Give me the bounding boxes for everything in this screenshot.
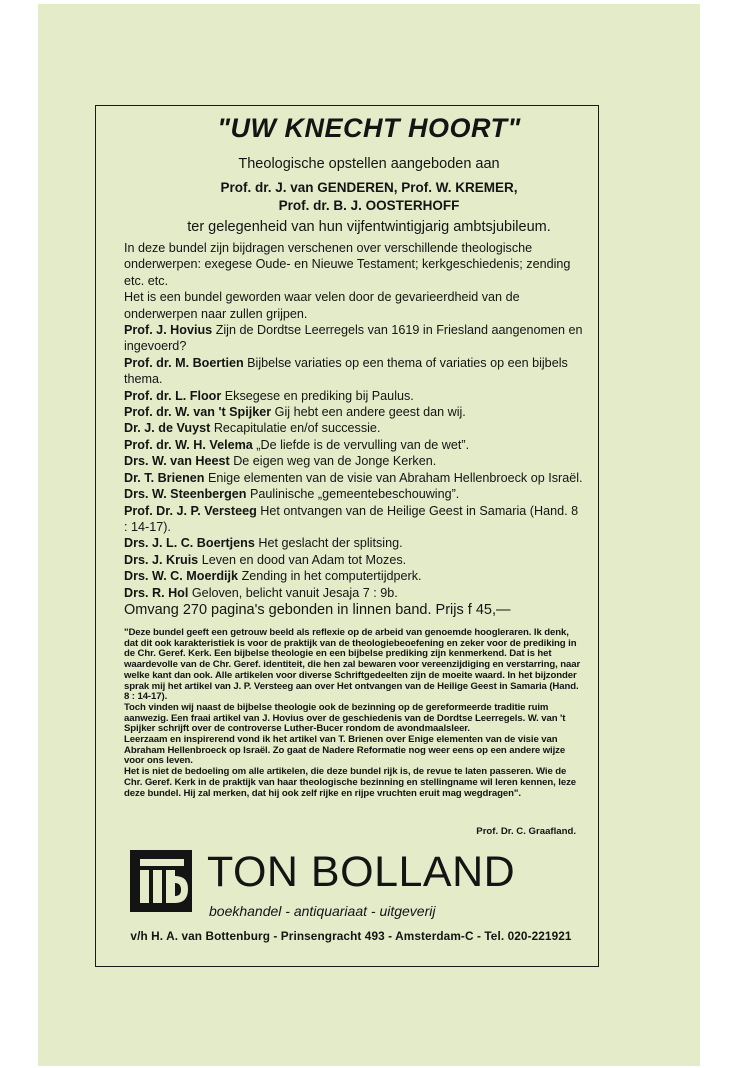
publisher-address: v/h H. A. van Bottenburg - Prinsengracht 493 - Amsterdam-C - Tel. 020-221921 bbox=[130, 929, 572, 943]
review-paragraph: "Deze bundel geeft een getrouw beeld als reflexie op de arbeid van genoemde hoogleraren. Ik denk, dat dit ook karakteristiek is voor de praktijk van de theologiebeoefening en zeker voor de prediking in de Chr. Geref. Kerk. Een bijbelse theologie en een bijbelse prediking zijn kenmerkend. Dat is het waardevolle van de Chr. Geref. identiteit, die hen zal bewaren voor vereenzijdiging en verstarring, naar welke kant dan ook. Alle artikelen voor diverse Schriftgedeelten zijn de moeite waard. In het bijzonder sprak mij het artikel van J. P. Versteeg aan over Het ontvangen van de Heilige Geest in Samaria (Hand. 8 : 14-17). bbox=[124, 627, 581, 703]
contribution-item bbox=[124, 585, 584, 601]
review-paragraph: Toch vinden wij naast de bijbelse theologie ook de bezinning op de gereformeerde traditie ruim aanwezig. Een fraai artikel van J. Hovius over de geschiedenis van de Dordtse Leerregels. W. van 't Spijker schrijft over de controverse Luther-Bucer rondom de avondmaalsleer. bbox=[124, 701, 566, 735]
reviewer-signature: Prof. Dr. C. Graafland. bbox=[476, 826, 576, 837]
size-price: Omvang 270 pagina's gebonden in linnen band. Prijs f 45,— bbox=[124, 602, 511, 618]
review-paragraph: Het is niet de bedoeling om alle artikelen, die deze bundel rijk is, de revue te laten passeren. Wie de Chr. Geref. Kerk in de praktijk van haar theologische bezinning en stellingname wil leren kennen, leze deze bundel. Hij zal merken, dat hij ook zelf rijke en rijpe vruchten eruit mag wegdragen". bbox=[124, 766, 577, 799]
publisher-name: TON BOLLAND bbox=[207, 848, 516, 896]
contribution-item bbox=[124, 552, 584, 568]
contribution-author: Drs. J. L. C. Boertjens bbox=[124, 536, 255, 551]
contribution-author: Prof. dr. L. Floor bbox=[124, 388, 222, 403]
contribution-author: Dr. J. de Vuyst bbox=[124, 421, 211, 436]
contribution-title: Eksegese en prediking bij Paulus. bbox=[224, 388, 414, 403]
description bbox=[124, 240, 584, 601]
contribution-author: Drs. J. Kruis bbox=[124, 552, 199, 567]
publisher-tagline: boekhandel - antiquariaat - uitgeverij bbox=[209, 903, 436, 919]
intro-paragraph: In deze bundel zijn bijdragen verschenen over verschillende theologische onderwerpen: exegese Oude- en Nieuwe Testament; kerkgeschiedenis; zending etc. etc. bbox=[124, 241, 571, 288]
contribution-title: Gij hebt een andere geest dan wij. bbox=[274, 405, 466, 420]
honorees-line-2: Prof. dr. B. J. OOSTERHOFF bbox=[278, 198, 460, 213]
contribution-title: Bijbelse variaties op een thema of variaties op een bijbels thema. bbox=[124, 355, 568, 387]
contribution-author: Prof. J. Hovius bbox=[124, 323, 213, 338]
contribution-list bbox=[124, 322, 584, 601]
contribution-item bbox=[124, 568, 584, 584]
contribution-title: De eigen weg van de Jonge Kerken. bbox=[233, 454, 437, 469]
contribution-author: Prof. Dr. J. P. Versteeg bbox=[124, 503, 257, 518]
contribution-item bbox=[124, 355, 584, 388]
contribution-title: Recapitulatie en/of successie. bbox=[213, 421, 381, 436]
contribution-title: Leven en dood van Adam tot Mozes. bbox=[201, 552, 407, 567]
tb-monogram-logo-icon bbox=[130, 850, 192, 912]
contribution-title: Zending in het computertijdperk. bbox=[241, 569, 422, 584]
contribution-author: Drs. W. C. Moerdijk bbox=[124, 569, 239, 584]
contribution-title: Zijn de Dordtse Leerregels van 1619 in Friesland aangenomen en ingevoerd? bbox=[124, 323, 583, 354]
contribution-title: „De liefde is de vervulling van de wet”. bbox=[256, 437, 470, 452]
contribution-author: Drs. R. Hol bbox=[124, 585, 189, 600]
contribution-author: Drs. W. Steenbergen bbox=[124, 487, 247, 502]
contribution-title: Het ontvangen van de Heilige Geest in Samaria (Hand. 8 : 14-17). bbox=[124, 503, 579, 534]
contribution-item bbox=[124, 404, 584, 420]
contribution-item bbox=[124, 420, 584, 436]
contribution-author: Prof. dr. W. H. Velema bbox=[124, 437, 253, 452]
contribution-item bbox=[124, 437, 584, 453]
review-paragraph: Leerzaam en inspirerend vond ik het artikel van T. Brienen over Enige elementen van de visie van Abraham Hellenbroeck op Israël. Zo gaat de Nadere Reformatie nog weer eens op een andere wijze voor ons leven. bbox=[124, 734, 566, 767]
contribution-title: Geloven, belicht vanuit Jesaja 7 : 9b. bbox=[191, 585, 398, 600]
contribution-title: Paulinische „gemeentebeschouwing”. bbox=[249, 487, 460, 502]
contribution-title: Enige elementen van de visie van Abraham Hellenbroeck op Israël. bbox=[207, 470, 583, 485]
contribution-item bbox=[124, 388, 584, 404]
contribution-author: Drs. W. van Heest bbox=[124, 454, 230, 469]
honorees bbox=[0, 179, 738, 215]
contribution-item bbox=[124, 486, 584, 502]
contribution-author: Prof. dr. M. Boertien bbox=[124, 355, 244, 370]
occasion-line: ter gelegenheid van hun vijfentwintigjarig ambtsjubileum. bbox=[187, 219, 551, 235]
contribution-title: Het geslacht der splitsing. bbox=[258, 536, 403, 551]
contribution-item bbox=[124, 535, 584, 551]
contribution-author: Dr. T. Brienen bbox=[124, 470, 205, 485]
intro-paragraph: Het is een bundel geworden waar velen door de gevarieerdheid van de onderwerpen naar zullen grijpen. bbox=[124, 290, 520, 321]
contribution-item bbox=[124, 322, 584, 355]
contribution-author: Prof. dr. W. van 't Spijker bbox=[124, 405, 272, 420]
honorees-line-1: Prof. dr. J. van GENDEREN, Prof. W. KREMER, bbox=[220, 180, 518, 195]
book-title: "UW KNECHT HOORT" bbox=[217, 113, 521, 143]
contribution-item bbox=[124, 503, 584, 536]
contribution-item bbox=[124, 470, 584, 486]
review-quote bbox=[124, 628, 584, 799]
book-subtitle: Theologische opstellen aangeboden aan bbox=[238, 156, 500, 172]
contribution-item bbox=[124, 453, 584, 469]
